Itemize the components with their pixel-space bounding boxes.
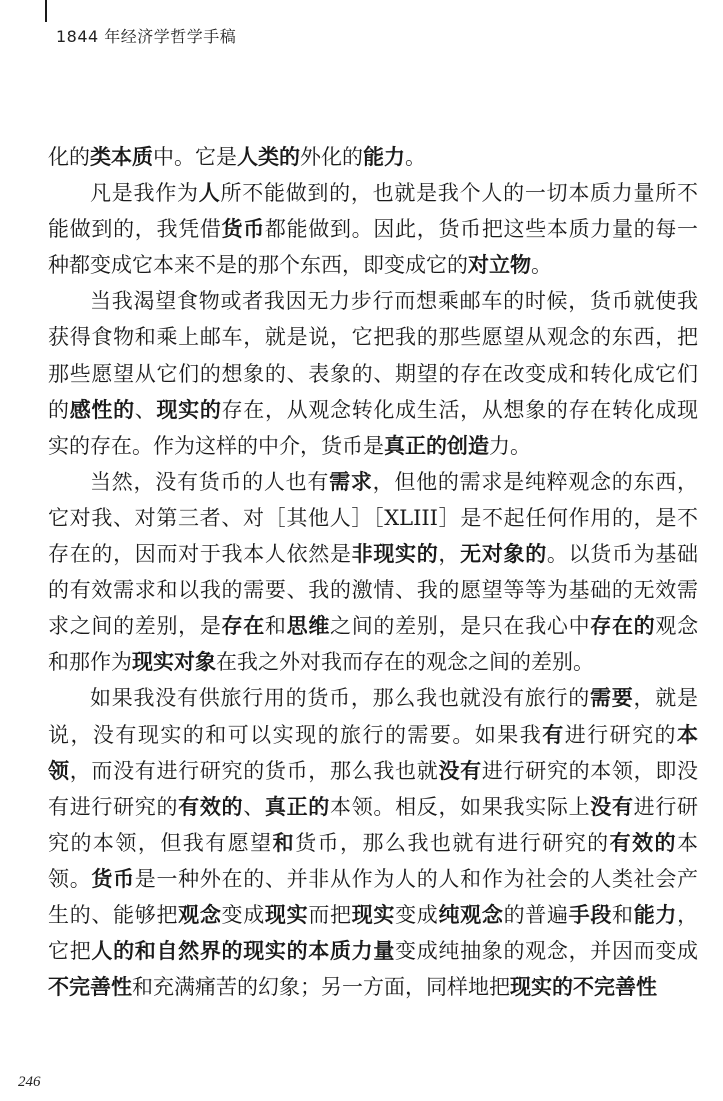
emphasis-text: 现实 bbox=[351, 902, 396, 927]
emphasis-text: 存在 bbox=[221, 614, 265, 639]
text-run: 化的 bbox=[48, 145, 90, 169]
paragraph-4 bbox=[48, 464, 698, 681]
header-rule bbox=[45, 0, 47, 22]
emphasis-text: 没有 bbox=[590, 794, 634, 819]
text-run: 进行研究的本领，即没有进行研究的 bbox=[48, 758, 699, 819]
emphasis-text: 能力 bbox=[363, 145, 405, 169]
emphasis-text: 思维 bbox=[286, 614, 331, 639]
text-run: 观念和那作为 bbox=[48, 614, 699, 675]
emphasis-text: 有 bbox=[542, 722, 565, 747]
text-run: 进行研究的本领，但我有愿望 bbox=[48, 794, 699, 855]
text-run: 之间的差别，是只在我心中 bbox=[330, 614, 591, 639]
emphasis-text: 现实的不完善性 bbox=[510, 975, 657, 1000]
text-run: 中。它是 bbox=[153, 145, 237, 169]
emphasis-text: 和 bbox=[272, 830, 296, 855]
emphasis-text: 手段 bbox=[568, 902, 613, 927]
emphasis-text: 现实对象 bbox=[132, 650, 216, 675]
emphasis-text: 真正的 bbox=[264, 794, 330, 819]
running-head-title: 1844 年经济学哲学手稿 bbox=[56, 27, 237, 46]
text-run: 外化的 bbox=[300, 145, 363, 169]
emphasis-text: 非现实的 bbox=[351, 542, 439, 567]
emphasis-text: 存在的 bbox=[590, 614, 656, 639]
text-run: 和充满痛苦的幻象；另一方面，同样地把 bbox=[132, 975, 510, 1000]
page-number: 246 bbox=[18, 1074, 41, 1090]
text-run: 变成 bbox=[221, 902, 265, 927]
text-run: 、 bbox=[243, 794, 265, 819]
emphasis-text: 纯观念 bbox=[438, 902, 504, 927]
text-run: 货币，那么我也就有进行研究的 bbox=[295, 830, 610, 855]
text-run: 变成纯抽象的观念，并因而变成 bbox=[395, 939, 699, 964]
text-run: 是一种外在的、并非从作为人的人和作为社会的人类社会产生的、能够把 bbox=[48, 866, 699, 927]
text-run: 都能做到。因此，货币把这些本质力量的每一种都变成它本来不是的那个东西，即变成它的 bbox=[48, 217, 699, 278]
emphasis-text: 能力 bbox=[633, 902, 678, 927]
text-run: 、 bbox=[134, 397, 157, 422]
emphasis-text: 本领 bbox=[48, 722, 699, 783]
text-run: 在我之外对我而存在的观念之间的差别。 bbox=[216, 650, 594, 675]
text-run: 变成 bbox=[395, 902, 439, 927]
text-run: 而把 bbox=[308, 902, 352, 927]
emphasis-text: 没有 bbox=[438, 758, 482, 783]
text-run: 凡是我作为 bbox=[90, 181, 199, 206]
emphasis-text: 无对象的 bbox=[460, 542, 547, 567]
paragraph-1 bbox=[48, 139, 698, 175]
text-run: 进行研究的 bbox=[564, 722, 678, 747]
emphasis-text: 观念 bbox=[178, 902, 222, 927]
emphasis-text: 现实的 bbox=[156, 397, 222, 422]
paragraph-3 bbox=[48, 283, 698, 463]
emphasis-text: 人的和自然界的现实的本质力量 bbox=[91, 939, 396, 964]
text-run: 。 bbox=[531, 253, 552, 278]
paragraph-5 bbox=[48, 680, 698, 1005]
emphasis-text: 现实 bbox=[264, 902, 309, 927]
emphasis-text: 人类的 bbox=[237, 145, 300, 169]
text-run: ， bbox=[438, 542, 461, 567]
text-run: 。 bbox=[405, 145, 426, 169]
emphasis-text: 类本质 bbox=[90, 145, 153, 169]
text-run: 。以货币为基础的有效需求和以我的需要、我的激情、我的愿望等等为基础的无效需求之间的差别，是 bbox=[48, 542, 699, 639]
text-run: 和 bbox=[264, 614, 287, 639]
text-run: 本领。 bbox=[48, 830, 699, 891]
emphasis-text: 有效的 bbox=[178, 794, 244, 819]
text-run: 当我渴望食物或者我因无力步行而想乘邮车的时候，货币就使我获得食物和乘上邮车，就是说，它把我的那些愿望从观念的东西，把那些愿望从它们的想象的、表象的、期望的存在改变成和转化成它们的 bbox=[48, 289, 698, 422]
emphasis-text: 有效的 bbox=[609, 830, 678, 855]
text-run: 的普遍 bbox=[503, 902, 569, 927]
emphasis-text: 不完善性 bbox=[48, 975, 132, 1000]
emphasis-text: 感性的 bbox=[69, 397, 135, 422]
text-run: 如果我没有供旅行用的货币，那么我也就没有旅行的 bbox=[90, 686, 591, 711]
text-run: 力。 bbox=[489, 433, 531, 458]
text-run: ，但他的需求是纯粹观念的东西，它对我、对第三者、对［其他人］［XLIII］是不起任何作用的，是不存在的，因而对于我本人依然是 bbox=[48, 469, 699, 567]
emphasis-text: 需求 bbox=[329, 469, 373, 494]
paragraph-2 bbox=[48, 175, 698, 283]
text-run: ，它把 bbox=[48, 902, 699, 964]
emphasis-text: 货币 bbox=[221, 217, 265, 242]
text-run: 当然，没有货币的人也有 bbox=[90, 469, 330, 494]
emphasis-text: 对立物 bbox=[468, 253, 531, 278]
emphasis-text: 需要 bbox=[590, 686, 634, 711]
text-run: 所不能做到的，也就是我个人的一切本质力量所不能做到的，我凭借 bbox=[48, 181, 699, 242]
text-run: 和 bbox=[612, 902, 634, 927]
text-run: 存在，从观念转化成生活，从想象的存在转化成现实的存在。作为这样的中介，货币是 bbox=[48, 397, 699, 458]
emphasis-text: 真正的创造 bbox=[384, 433, 489, 458]
emphasis-text: 货币 bbox=[91, 866, 135, 891]
body-text bbox=[48, 139, 698, 1005]
emphasis-text: 人 bbox=[198, 181, 221, 206]
text-run: ，而没有进行研究的货币，那么我也就 bbox=[69, 758, 439, 783]
text-run: 本领。相反，如果我实际上 bbox=[330, 794, 591, 819]
text-run: ，就是说，没有现实的和可以实现的旅行的需要。如果我 bbox=[48, 686, 699, 747]
